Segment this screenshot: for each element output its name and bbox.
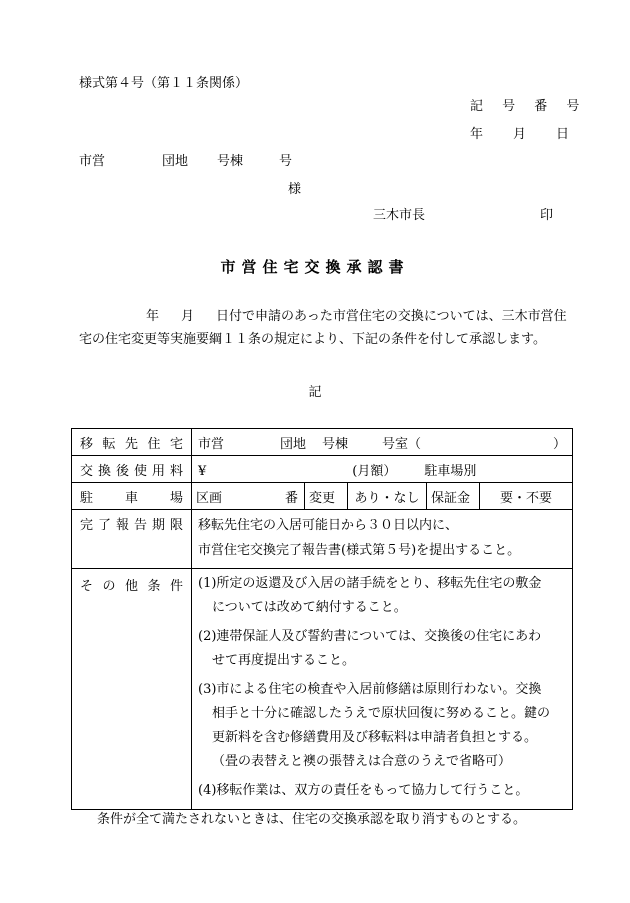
report-line-2: 市営住宅交換完了報告書(様式第５号)を提出すること。 bbox=[198, 543, 521, 558]
ki-heading: 記 bbox=[308, 385, 322, 400]
issuer-name: 三木市長 bbox=[373, 208, 426, 223]
record-number: 記 号 番 号 bbox=[470, 99, 581, 114]
rent-label: 交換後使用料 bbox=[72, 456, 192, 483]
destination-city: 市営 bbox=[198, 436, 225, 452]
date-line bbox=[470, 123, 569, 142]
addressee-gotou: 号棟 bbox=[217, 154, 244, 169]
condition-2-line-1: (2)連帯保証人及び誓約書については、交換後の住宅にあわ bbox=[198, 629, 542, 644]
addressee-danchi: 団地 bbox=[162, 154, 189, 169]
report-label: 完了報告期限 bbox=[72, 510, 192, 569]
condition-4 bbox=[198, 779, 566, 803]
condition-3-line-1: (3)市による住宅の検査や入居前修繕は原則行わない。交換 bbox=[198, 682, 542, 697]
form-number: 様式第４号（第１１条関係） bbox=[79, 76, 249, 91]
other-label: その他条件 bbox=[72, 569, 192, 810]
row-other bbox=[72, 569, 573, 810]
conditions-table bbox=[71, 428, 573, 810]
condition-3-line-2: 相手と十分に確認したうえで原状回復に努めること。鍵の bbox=[212, 706, 551, 721]
condition-2 bbox=[198, 625, 566, 673]
parking-inner bbox=[192, 483, 572, 509]
other-value bbox=[192, 569, 573, 810]
parking-deposit: 保証金 bbox=[427, 483, 480, 509]
condition-4-line-1: (4)移転作業は、双方の責任をもって協力して行うこと。 bbox=[198, 783, 529, 798]
destination-label: 移転先住宅 bbox=[72, 429, 192, 456]
destination-gotou: 号棟 bbox=[322, 436, 349, 452]
body-paragraph bbox=[79, 305, 574, 351]
row-rent bbox=[72, 456, 573, 483]
parking-value bbox=[192, 483, 573, 510]
condition-3-line-3: 更新料を含む修繕費用及び移転料は申請者負担とする。 bbox=[212, 730, 538, 745]
condition-3 bbox=[198, 678, 566, 774]
rent-parking: 駐車場別 bbox=[424, 463, 477, 479]
body-month: 月 bbox=[181, 309, 195, 324]
condition-3-line-4: （畳の表替えと襖の張替えは合意のうえで省略可） bbox=[212, 754, 512, 769]
date-month: 月 bbox=[513, 127, 527, 142]
destination-danchi: 団地 bbox=[280, 436, 307, 452]
addressee-sama: 様 bbox=[288, 182, 302, 197]
parking-deposit-option: 要・不要 bbox=[480, 483, 573, 509]
row-parking bbox=[72, 483, 573, 510]
row-report bbox=[72, 510, 573, 569]
parking-label: 駐車場 bbox=[72, 483, 192, 510]
body-year: 年 bbox=[146, 309, 160, 324]
condition-1-line-2: については改めて納付すること。 bbox=[212, 600, 407, 615]
parking-area-cell bbox=[192, 483, 305, 509]
issuer-line bbox=[373, 204, 553, 223]
parking-change-option: あり・なし bbox=[348, 483, 427, 509]
date-day: 日 bbox=[556, 127, 570, 142]
addressee-city: 市営 bbox=[79, 154, 106, 169]
document-title: 市営住宅交換承認書 bbox=[220, 258, 410, 276]
report-value bbox=[192, 510, 573, 569]
date-year: 年 bbox=[470, 127, 484, 142]
rent-yen: ¥ bbox=[198, 463, 207, 479]
destination-close: ） bbox=[552, 436, 566, 452]
destination-room: 号室（ bbox=[382, 436, 422, 452]
issuer-seal: 印 bbox=[540, 208, 554, 223]
rent-monthly: (月額） bbox=[352, 463, 397, 479]
row-destination bbox=[72, 429, 573, 456]
parking-ban: 番 bbox=[284, 490, 298, 506]
parking-area: 区画 bbox=[196, 490, 223, 506]
addressee-go: 号 bbox=[279, 154, 293, 169]
condition-2-line-2: せて再度提出すること。 bbox=[212, 653, 356, 668]
report-line-1: 移転先住宅の入居可能日から３０日以内に、 bbox=[198, 518, 459, 533]
rent-value bbox=[192, 456, 573, 483]
parking-change: 変更 bbox=[305, 483, 348, 509]
body-text: 日付で申請のあった市営住宅の交換については、三木市営住宅の住宅変更等実施要綱１１条の規定により、下記の条件を付して承認します。 bbox=[79, 309, 567, 347]
footer-note: 条件が全て満たされないときは、住宅の交換承認を取り消すものとする。 bbox=[97, 812, 527, 827]
addressee-line bbox=[79, 150, 292, 169]
condition-1-line-1: (1)所定の返還及び入居の諸手続をとり、移転先住宅の敷金 bbox=[198, 576, 542, 591]
condition-1 bbox=[198, 572, 566, 620]
destination-value bbox=[192, 429, 573, 456]
